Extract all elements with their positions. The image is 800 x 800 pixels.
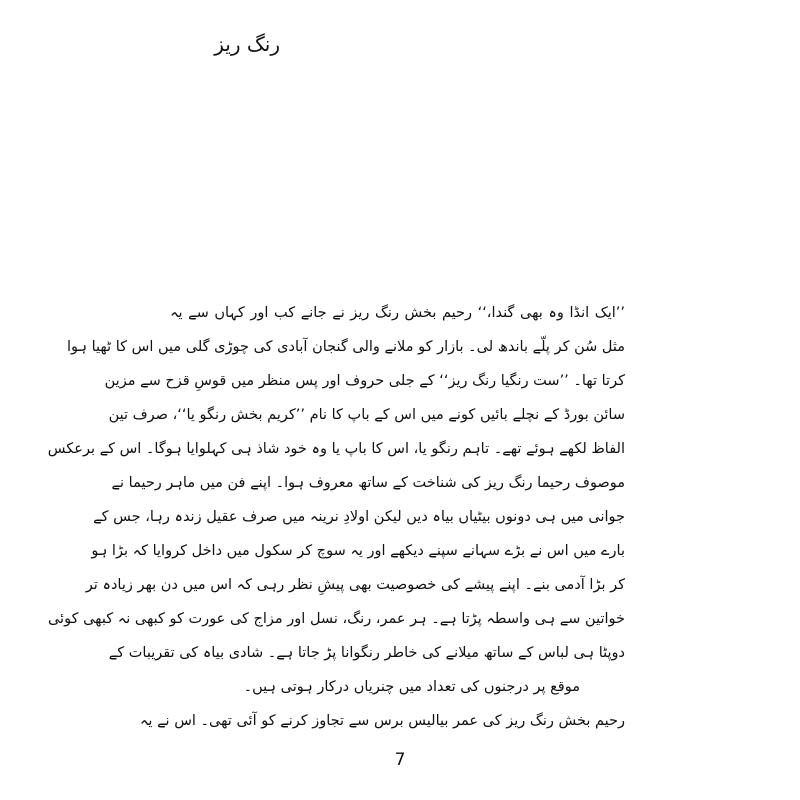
paragraph-end-line: موقع پر درجنوں کی تعداد میں چنریاں درکار ہوتی ہیں۔ <box>243 679 580 695</box>
text-line: مثل سُن کر پلّے باندھ لی۔ بازار کو ملانے والی گنجان آبادی کی چوڑی گلی میں اس کا ٹھیا ہوا <box>66 339 625 355</box>
text-line: بارے میں اس نے بڑے سہانے سپنے دیکھے اور یہ سوچ کر سکول میں داخل کروایا کہ بڑا ہو <box>91 543 625 559</box>
text-line: الفاظ لکھے ہوئے تھے۔ تاہم رنگو یا، اس کا باپ یا وہ خود شاذ ہی کہلوایا ہوگا۔ اس کے برعکس <box>47 441 625 457</box>
page-number: 7 <box>394 750 406 770</box>
body-text <box>47 296 625 738</box>
text-line: کرتا تھا۔ ’’ست رنگیا رنگ ریز‘‘ کے جلی حروف اور پس منظر میں قوسِ قزح سے مزین <box>104 373 625 389</box>
text-line: دوپٹا ہی لباس کے ساتھ میلانے کی خاطر رنگوانا پڑ جاتا ہے۔ شادی بیاہ کی تقریبات کے <box>108 645 625 661</box>
text-line: ’’ایک انڈا وہ بھی گندا،‘‘ رحیم بخش رنگ ریز نے جانے کب اور کہاں سے یہ <box>170 305 625 321</box>
running-title: رنگ ریز <box>214 32 280 56</box>
text-line: سائن بورڈ کے نچلے بائیں کونے میں اس کے باپ کا نام ’’کریم بخش رنگو یا‘‘، صرف تین <box>108 407 625 423</box>
text-line: جوانی میں ہی دونوں بیٹیاں بیاہ دیں لیکن اولادِ نرینہ میں صرف عقیل زندہ رہا، جس کے <box>93 509 625 525</box>
text-line: خواتین سے ہی واسطہ پڑتا ہے۔ ہر عمر، رنگ، نسل اور مزاج کی عورت کو کبھی نہ کبھی کوئی <box>47 611 625 627</box>
text-line: موصوف رحیما رنگ ریز کی شناخت کے ساتھ معروف ہوا۔ اپنے فن میں ماہر رحیما نے <box>111 475 625 491</box>
text-line: کر بڑا آدمی بنے۔ اپنے پیشے کی خصوصیت بھی پیشِ نظر رہی کہ اس میں دن بھر زیادہ تر <box>85 577 625 593</box>
text-line: رحیم بخش رنگ ریز کی عمر بیالیس برس سے تجاوز کرنے کو آئی تھی۔ اس نے یہ <box>139 713 625 729</box>
